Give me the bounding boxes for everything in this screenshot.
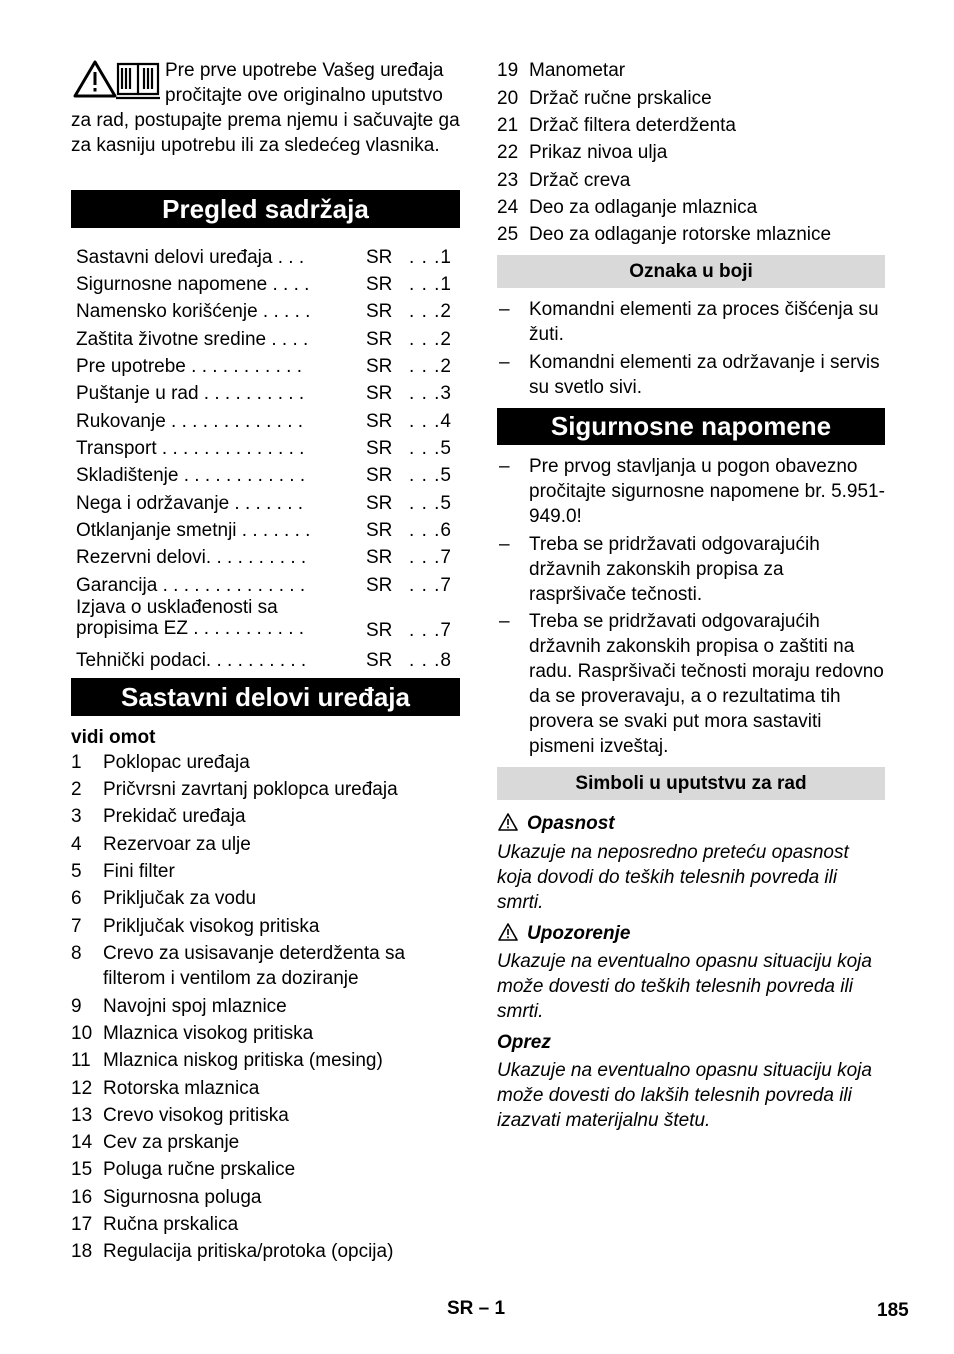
toc-entry-page: . . .4 bbox=[409, 411, 452, 432]
parts-item-text: Mlaznica visokog pritiska bbox=[103, 1023, 314, 1044]
parts-item-text: Prekidač uređaja bbox=[103, 806, 246, 827]
parts-item-text: Rotorska mlaznica bbox=[103, 1078, 260, 1099]
parts-item-number: 25 bbox=[497, 224, 519, 245]
toc-entry bbox=[76, 354, 460, 379]
toc-entry bbox=[76, 573, 460, 598]
warning-triangle-icon bbox=[497, 923, 527, 944]
parts-item-text: Pričvrsni zavrtanj poklopca uređaja bbox=[103, 779, 398, 800]
toc-entry-page: . . .7 bbox=[409, 575, 452, 596]
toc-entry bbox=[76, 409, 460, 434]
toc-entry-lang: SR bbox=[366, 650, 393, 671]
parts-item-number: 10 bbox=[71, 1023, 93, 1044]
color-code-text: Komandni elementi za održavanje i servis su svetlo sivi. bbox=[529, 352, 880, 398]
toc-entry-page: . . .8 bbox=[409, 650, 452, 671]
toc-entry-title: Otklanjanje smetnji . . . . . . . bbox=[76, 520, 311, 541]
toc-entry-title: Rezervni delovi. . . . . . . . . . bbox=[76, 547, 307, 568]
toc-entry-lang: SR bbox=[366, 329, 393, 350]
parts-item-text: Prikaz nivoa ulja bbox=[529, 142, 668, 163]
toc-entry bbox=[76, 491, 460, 516]
dash-bullet: – bbox=[499, 456, 510, 477]
parts-item-text: Priključak visokog pritiska bbox=[103, 916, 320, 937]
toc-entry bbox=[76, 648, 460, 673]
parts-item-text: Crevo visokog pritiska bbox=[103, 1105, 289, 1126]
toc-entry-page: . . .2 bbox=[409, 301, 452, 322]
toc-entry-page: . . .1 bbox=[409, 274, 452, 295]
toc-entry-title: Sigurnosne napomene . . . . bbox=[76, 274, 310, 295]
parts-item-number: 7 bbox=[71, 916, 82, 937]
intro-icons bbox=[71, 58, 161, 103]
toc-entry-page: . . .7 bbox=[409, 547, 452, 568]
parts-item-number: 6 bbox=[71, 888, 82, 909]
toc-entry-lang: SR bbox=[366, 356, 393, 377]
symbols-heading: Simboli u uputstvu za rad bbox=[497, 767, 885, 800]
toc-entry bbox=[76, 436, 460, 461]
toc-entry bbox=[76, 272, 460, 297]
toc-entry-page: . . .1 bbox=[409, 247, 452, 268]
safety-text: Pre prvog stavljanja u pogon obavezno pročitajte sigurnosne napomene br. 5.951-949.0! bbox=[529, 456, 885, 527]
toc-entry-lang: SR bbox=[366, 493, 393, 514]
toc-entry-page: . . .7 bbox=[409, 620, 452, 641]
symbol-label bbox=[497, 921, 630, 946]
toc-entry-page: . . .3 bbox=[409, 383, 452, 404]
toc-entry-lang: SR bbox=[366, 520, 393, 541]
parts-subheading: vidi omot bbox=[71, 727, 156, 748]
parts-item-number: 1 bbox=[71, 752, 82, 773]
toc-entry-title: Puštanje u rad . . . . . . . . . . bbox=[76, 383, 305, 404]
toc-entry-lang: SR bbox=[366, 547, 393, 568]
parts-item-text: Priključak za vodu bbox=[103, 888, 257, 909]
warning-triangle-icon bbox=[71, 58, 161, 102]
parts-item-number: 18 bbox=[71, 1241, 93, 1262]
symbol-label bbox=[497, 1030, 551, 1055]
toc-entry-lang: SR bbox=[366, 620, 393, 641]
parts-item-number: 20 bbox=[497, 88, 519, 109]
symbol-label-text: Opasnost bbox=[527, 813, 615, 834]
color-code-text: Komandni elementi za proces čišćenja su žuti. bbox=[529, 299, 879, 345]
parts-item-number: 5 bbox=[71, 861, 82, 882]
toc-entry-title: Tehnički podaci. . . . . . . . . . bbox=[76, 650, 307, 671]
toc-entry-lang: SR bbox=[366, 575, 393, 596]
toc-entry-title: Pre upotrebe . . . . . . . . . . . bbox=[76, 356, 302, 377]
parts-item-text: Cev za prskanje bbox=[103, 1132, 240, 1153]
parts-item-number: 16 bbox=[71, 1187, 93, 1208]
toc-entry-title: Nega i održavanje . . . . . . . bbox=[76, 493, 304, 514]
toc-entry-title: Skladištenje . . . . . . . . . . . . bbox=[76, 465, 306, 486]
symbol-label-text: Oprez bbox=[497, 1032, 551, 1053]
parts-item-number: 8 bbox=[71, 943, 82, 964]
toc-entry-page: . . .5 bbox=[409, 465, 452, 486]
parts-item-text: Poklopac uređaja bbox=[103, 752, 250, 773]
symbol-description: Ukazuje na neposredno preteću opasnost koja dovodi do teških telesnih povreda ili smrti. bbox=[497, 842, 849, 913]
toc-entry-title: Sastavni delovi uređaja . . . bbox=[76, 247, 305, 268]
toc-entry-title: Izjava o usklađenosti sa propisima EZ . . . . . . . . . . . bbox=[76, 597, 305, 639]
parts-item-text: Manometar bbox=[529, 60, 626, 81]
safety-text: Treba se pridržavati odgovarajućih državnih zakonskih propisa za raspršivače tečnosti. bbox=[529, 534, 820, 605]
toc-entry-title: Transport . . . . . . . . . . . . . . bbox=[76, 438, 305, 459]
parts-heading: Sastavni delovi uređaja bbox=[71, 678, 460, 716]
parts-item-number: 4 bbox=[71, 834, 82, 855]
open-book-icon bbox=[116, 64, 160, 98]
toc-entry-page: . . .6 bbox=[409, 520, 452, 541]
toc-entry bbox=[76, 381, 460, 406]
parts-item-number: 11 bbox=[71, 1050, 91, 1071]
toc-entry-title: Zaštita životne sredine . . . . bbox=[76, 329, 309, 350]
parts-item-text: Poluga ručne prskalice bbox=[103, 1159, 296, 1180]
parts-item-text: Regulacija pritiska/protoka (opcija) bbox=[103, 1241, 394, 1262]
color-code-heading: Oznaka u boji bbox=[497, 255, 885, 288]
parts-item-number: 14 bbox=[71, 1132, 93, 1153]
toc-entry bbox=[76, 245, 460, 270]
dash-bullet: – bbox=[499, 611, 510, 632]
parts-item-number: 12 bbox=[71, 1078, 93, 1099]
parts-item-number: 15 bbox=[71, 1159, 93, 1180]
warning-triangle-icon bbox=[497, 813, 527, 834]
parts-item-text: Držač ručne prskalice bbox=[529, 88, 712, 109]
toc-entry-page: . . .2 bbox=[409, 356, 452, 377]
parts-item-number: 24 bbox=[497, 197, 519, 218]
safety-text: Treba se pridržavati odgovarajućih državnih zakonskih propisa o zaštiti na radu. Raspršivači tečnosti moraju redovno da se proveravaju, a o rezultatima tih provera se svaki put mora sastaviti pismeni izveštaj. bbox=[529, 611, 884, 757]
toc-entry-lang: SR bbox=[366, 274, 393, 295]
toc-entry-lang: SR bbox=[366, 465, 393, 486]
footer-lang-page: SR – 1 bbox=[447, 1298, 506, 1319]
intro-paragraph bbox=[71, 58, 460, 158]
parts-item-text: Navojni spoj mlaznice bbox=[103, 996, 287, 1017]
parts-item-number: 17 bbox=[71, 1214, 93, 1235]
parts-item-number: 19 bbox=[497, 60, 519, 81]
parts-item-number: 2 bbox=[71, 779, 82, 800]
toc-entry-lang: SR bbox=[366, 383, 393, 404]
parts-item-text: Držač creva bbox=[529, 170, 631, 191]
dash-bullet: – bbox=[499, 352, 510, 373]
toc-entry bbox=[76, 463, 460, 488]
parts-item-number: 3 bbox=[71, 806, 82, 827]
parts-item-number: 22 bbox=[497, 142, 519, 163]
symbol-description: Ukazuje na eventualno opasnu situaciju koja može dovesti do teških telesnih povreda ili smrti. bbox=[497, 951, 872, 1022]
toc-entry-page: . . .5 bbox=[409, 493, 452, 514]
dash-bullet: – bbox=[499, 299, 510, 320]
toc-entry-page: . . .2 bbox=[409, 329, 452, 350]
dash-bullet: – bbox=[499, 534, 510, 555]
intro-text: Pre prve upotrebe Vašeg uređaja pročitajte ove originalno uputstvo za rad, postupajte prema njemu i sačuvajte ga za kasniju upotrebu ili za sledećeg vlasnika. bbox=[71, 60, 460, 156]
symbol-label bbox=[497, 811, 615, 836]
parts-item-number: 9 bbox=[71, 996, 82, 1017]
parts-item-text: Deo za odlaganje mlaznica bbox=[529, 197, 758, 218]
footer-page-number: 185 bbox=[877, 1300, 909, 1321]
toc-entry-lang: SR bbox=[366, 301, 393, 322]
parts-item-number: 21 bbox=[497, 115, 519, 136]
toc-entry-title: Garancija . . . . . . . . . . . . . . bbox=[76, 575, 306, 596]
toc-entry bbox=[76, 299, 460, 324]
parts-item-number: 13 bbox=[71, 1105, 93, 1126]
parts-item-number: 23 bbox=[497, 170, 519, 191]
toc-entry bbox=[76, 598, 460, 644]
parts-item-text: Fini filter bbox=[103, 861, 175, 882]
parts-item-text: Crevo za usisavanje deterdženta sa filterom i ventilom za doziranje bbox=[103, 943, 406, 989]
toc-entry bbox=[76, 327, 460, 352]
toc-entry-lang: SR bbox=[366, 438, 393, 459]
parts-item-text: Mlaznica niskog pritiska (mesing) bbox=[103, 1050, 383, 1071]
toc-entry bbox=[76, 518, 460, 543]
toc-entry bbox=[76, 545, 460, 570]
toc-entry-lang: SR bbox=[366, 247, 393, 268]
toc-entry-page: . . .5 bbox=[409, 438, 452, 459]
parts-item-text: Sigurnosna poluga bbox=[103, 1187, 262, 1208]
parts-item-text: Držač filtera deterdženta bbox=[529, 115, 736, 136]
symbol-label-text: Upozorenje bbox=[527, 923, 631, 944]
parts-item-text: Deo za odlaganje rotorske mlaznice bbox=[529, 224, 832, 245]
parts-item-text: Rezervoar za ulje bbox=[103, 834, 251, 855]
toc-entry-title: Rukovanje . . . . . . . . . . . . . bbox=[76, 411, 304, 432]
symbol-description: Ukazuje na eventualno opasnu situaciju koja može dovesti do lakših telesnih povreda ili izazvati materijalnu štetu. bbox=[497, 1060, 872, 1131]
toc-heading: Pregled sadržaja bbox=[71, 190, 460, 228]
parts-item-text: Ručna prskalica bbox=[103, 1214, 239, 1235]
safety-heading: Sigurnosne napomene bbox=[497, 408, 885, 445]
toc-entry-title: Namensko korišćenje . . . . . bbox=[76, 301, 311, 322]
toc-entry-lang: SR bbox=[366, 411, 393, 432]
